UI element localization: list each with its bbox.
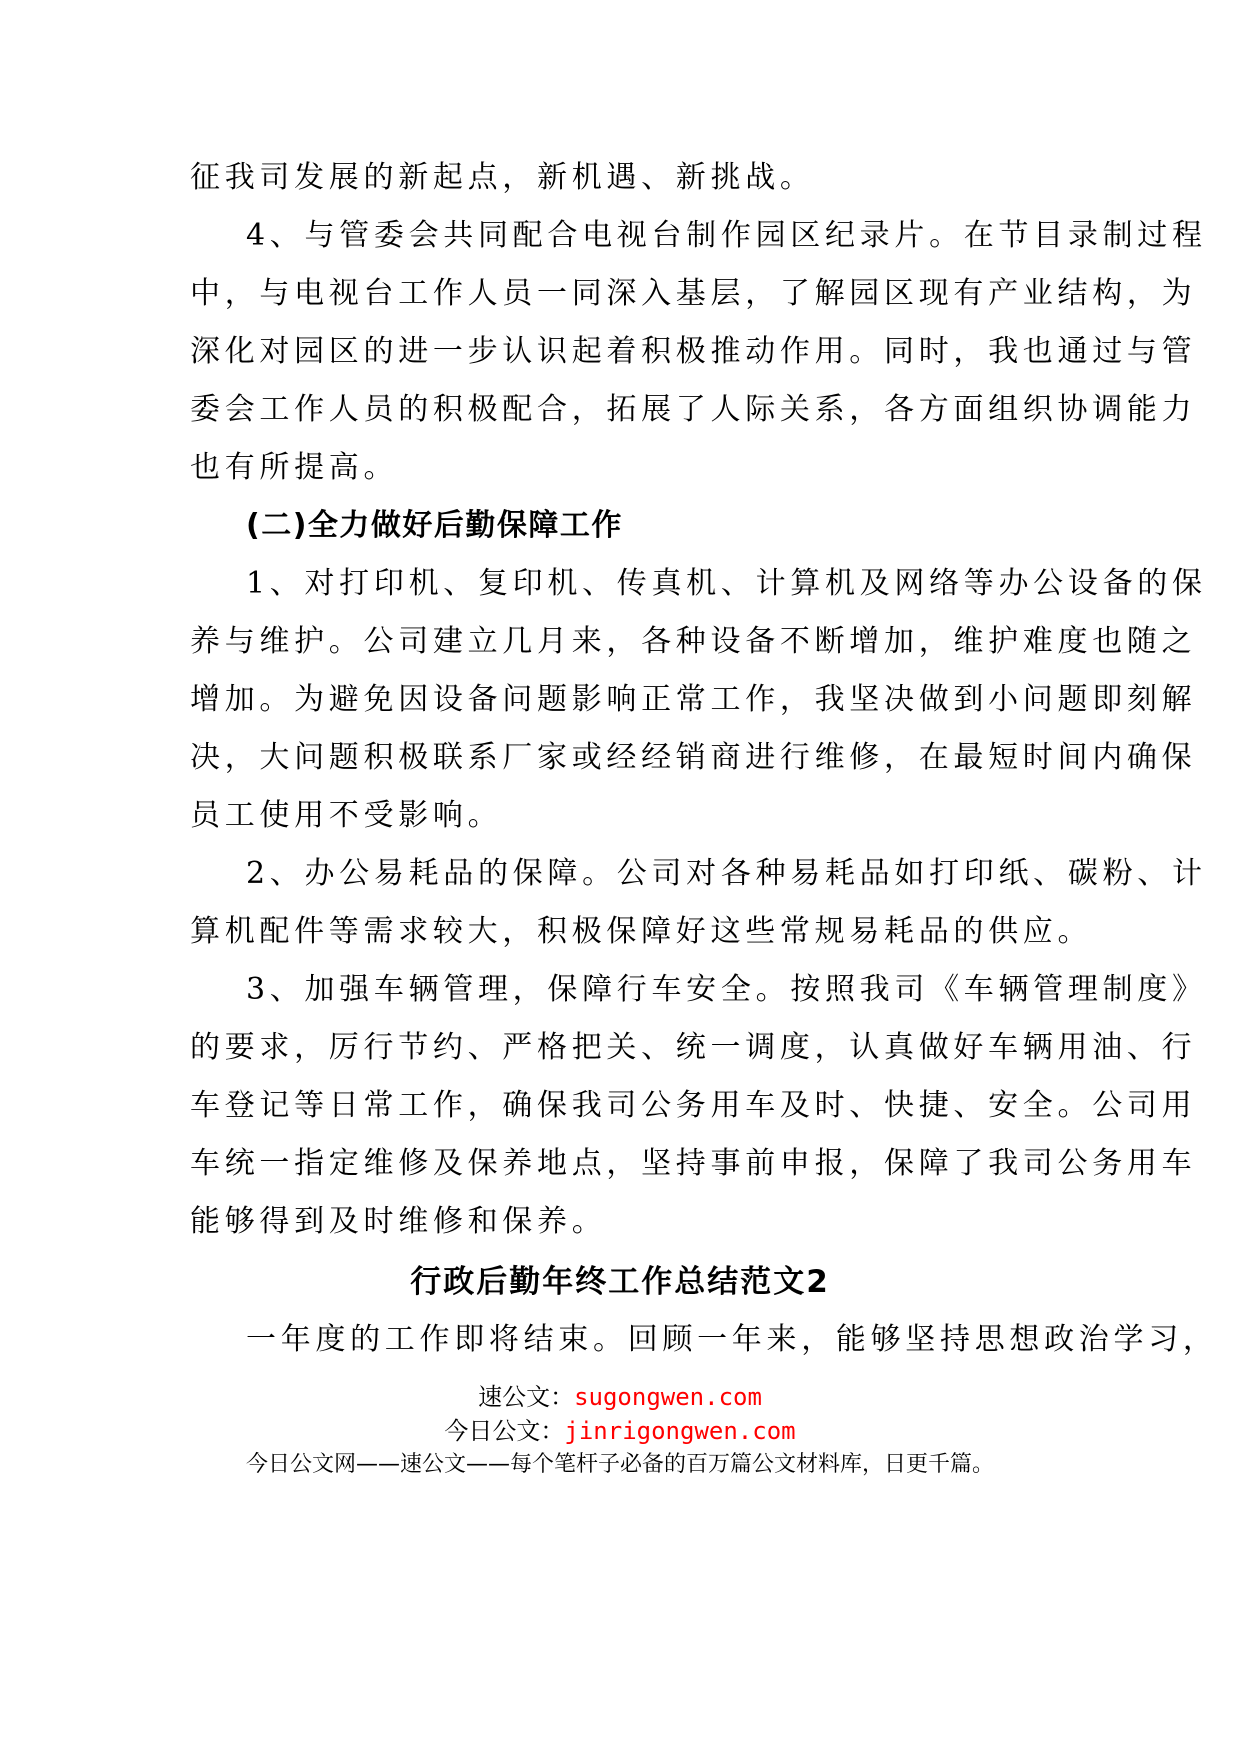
footer-slogan: 今日公文网——速公文——每个笔杆子必备的百万篇公文材料库，日更千篇。	[245, 1452, 994, 1477]
paragraph-line: 增加。为避免因设备问题影响正常工作，我坚决做到小问题即刻解	[190, 682, 1197, 717]
footer-site-line-1	[0, 1382, 1240, 1412]
paragraph-line: 车统一指定维修及保养地点，坚持事前申报，保障了我司公务用车	[190, 1146, 1197, 1181]
paragraph-line: 养与维护。公司建立几月来，各种设备不断增加，维护难度也随之	[190, 624, 1197, 659]
paragraph-line: 员工使用不受影响。	[190, 798, 503, 833]
paragraph-line: 也有所提高。	[190, 450, 399, 485]
paragraph-line: 征我司发展的新起点，新机遇、新挑战。	[190, 160, 815, 195]
paragraph-line: 1、对打印机、复印机、传真机、计算机及网络等办公设备的保	[246, 566, 1207, 601]
paragraph-line: 的要求，厉行节约、严格把关、统一调度，认真做好车辆用油、行	[190, 1030, 1197, 1065]
article-title: 行政后勤年终工作总结范文2	[410, 1264, 830, 1300]
paragraph-line: 委会工作人员的积极配合，拓展了人际关系，各方面组织协调能力	[190, 392, 1197, 427]
section-heading: (二)全力做好后勤保障工作	[246, 508, 623, 543]
paragraph-line: 决，大问题积极联系厂家或经经销商进行维修，在最短时间内确保	[190, 740, 1197, 775]
paragraph-line: 2、办公易耗品的保障。公司对各种易耗品如打印纸、碳粉、计	[246, 856, 1207, 891]
paragraph-line: 车登记等日常工作，确保我司公务用车及时、快捷、安全。公司用	[190, 1088, 1197, 1123]
paragraph-line: 4、与管委会共同配合电视台制作园区纪录片。在节目录制过程	[246, 218, 1207, 253]
paragraph-line: 能够得到及时维修和保养。	[190, 1204, 607, 1239]
paragraph-line: 中，与电视台工作人员一同深入基层，了解园区现有产业结构，为	[190, 276, 1197, 311]
footer-link-jinrigongwen[interactable]: jinrigongwen.com	[564, 1417, 796, 1445]
footer-label: 速公文：	[478, 1383, 575, 1411]
paragraph-line: 算机配件等需求较大，积极保障好这些常规易耗品的供应。	[190, 914, 1093, 949]
paragraph-line: 深化对园区的进一步认识起着积极推动作用。同时，我也通过与管	[190, 334, 1197, 369]
footer-label: 今日公文：	[444, 1417, 565, 1445]
paragraph-line: 一年度的工作即将结束。回顾一年来，能够坚持思想政治学习，	[246, 1322, 1218, 1357]
footer-link-sugongwen[interactable]: sugongwen.com	[574, 1383, 762, 1411]
paragraph-line: 3、加强车辆管理，保障行车安全。按照我司《车辆管理制度》	[246, 972, 1207, 1007]
footer-site-line-2	[0, 1416, 1240, 1446]
